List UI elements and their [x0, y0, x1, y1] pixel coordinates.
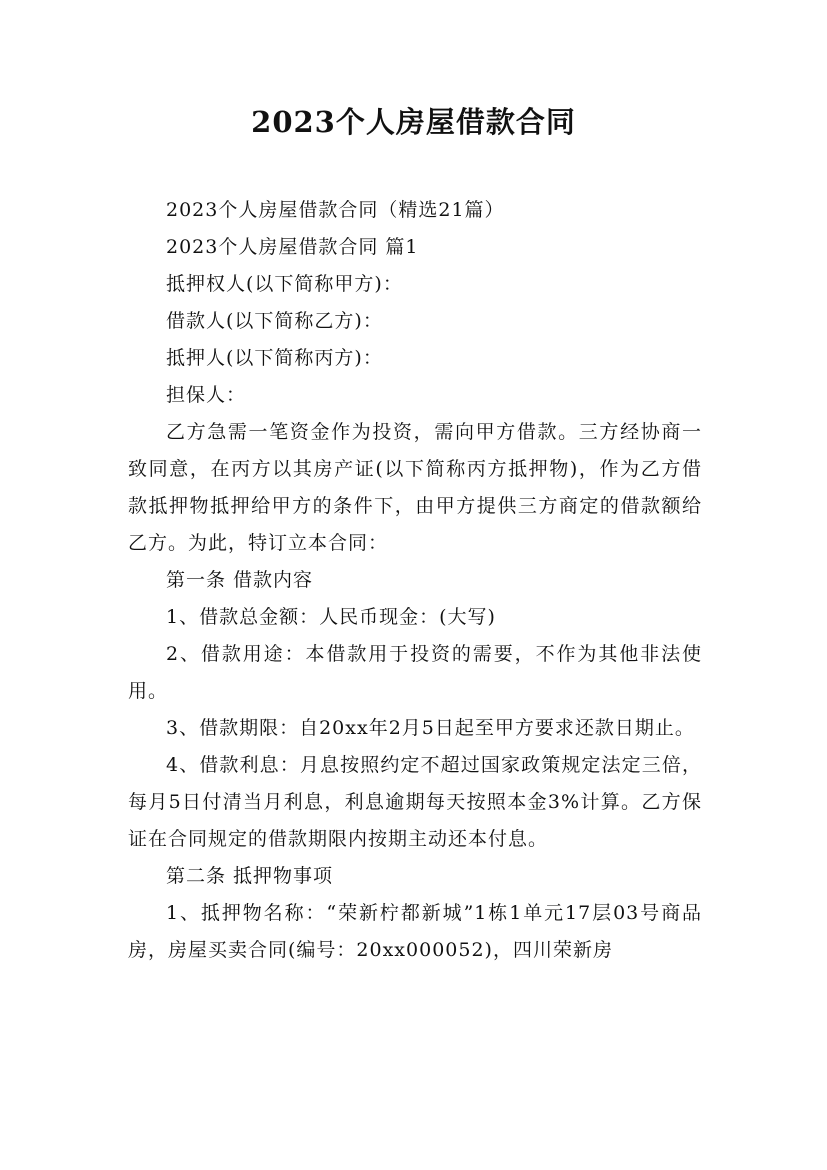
clause-loan-amount: 1、借款总金额：人民币现金：(大写) — [166, 606, 496, 628]
party-borrower: 借款人(以下简称乙方)： — [166, 310, 383, 332]
article-two-heading: 第二条 抵押物事项 — [166, 865, 334, 887]
section-heading: 2023个人房屋借款合同 篇1 — [166, 236, 419, 258]
preamble-paragraph: 乙方急需一笔资金作为投资，需向甲方借款。三方经协商一致同意，在丙方以其房产证(以下简称丙方抵押物)，作为乙方借款抵押物抵押给甲方的条件下，由甲方提供三方商定的借款额给乙方。为此，特订立本合同： — [128, 421, 702, 554]
clause-loan-interest: 4、借款利息：月息按照约定不超过国家政策规定法定三倍，每月5日付清当月利息，利息逾期每天按照本金3%计算。乙方保证在合同规定的借款期限内按期主动还本付息。 — [128, 754, 702, 850]
document-body — [128, 192, 702, 969]
clause-loan-term: 3、借款期限：自20xx年2月5日起至甲方要求还款日期止。 — [166, 717, 695, 739]
document-title: 2023个人房屋借款合同 — [251, 105, 576, 139]
subtitle-line: 2023个人房屋借款合同（精选21篇） — [166, 199, 505, 221]
party-guarantor: 担保人： — [166, 384, 247, 406]
clause-collateral-name: 1、抵押物名称：“荣新柠都新城”1栋1单元17层03号商品房，房屋买卖合同(编号：20xx000052)，四川荣新房 — [128, 902, 702, 961]
clause-loan-purpose: 2、借款用途：本借款用于投资的需要，不作为其他非法使用。 — [128, 643, 702, 702]
party-mortgagor: 抵押人(以下简称丙方)： — [166, 347, 383, 369]
article-one-heading: 第一条 借款内容 — [166, 569, 314, 591]
party-mortgagee: 抵押权人(以下简称甲方)： — [166, 273, 403, 295]
